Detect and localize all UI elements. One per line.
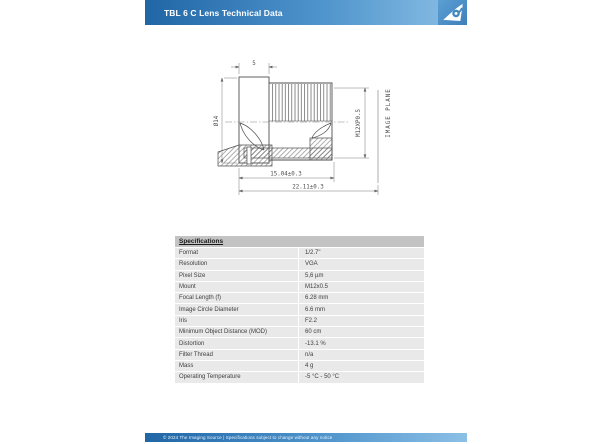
spec-value: 4 g xyxy=(305,363,314,370)
table-row xyxy=(175,372,424,382)
image-plane-label: IMAGE PLANE xyxy=(386,88,392,138)
spec-value: -13.1 % xyxy=(305,340,326,347)
table-row xyxy=(175,248,424,258)
table-row xyxy=(175,327,424,337)
spec-label: Distortion xyxy=(175,338,299,348)
spec-value: F2.2 xyxy=(305,317,318,324)
mount-section-hatch xyxy=(218,138,332,166)
spec-label: Mass xyxy=(175,361,299,371)
table-row xyxy=(175,259,424,269)
spec-label: Filter Thread xyxy=(175,350,299,360)
spec-label: Image Circle Diameter xyxy=(175,304,299,314)
spec-table-body xyxy=(175,248,424,383)
imaging-source-bird-icon xyxy=(442,3,464,22)
spec-value: 6.6 mm xyxy=(305,306,326,313)
spec-label: Pixel Size xyxy=(175,271,299,281)
dim-total-length-label: 22.11±0.3 xyxy=(292,184,324,191)
table-row xyxy=(175,271,424,281)
table-row xyxy=(175,361,424,371)
dim-front-barrel-label: 5 xyxy=(252,61,256,67)
specifications-table xyxy=(175,236,424,383)
spec-value: M12x0.5 xyxy=(305,284,329,291)
spec-label: Format xyxy=(175,248,299,258)
spec-value: 1/2.7" xyxy=(305,250,321,257)
page-title: TBL 6 C Lens Technical Data xyxy=(164,7,283,18)
lens-body-outline xyxy=(218,77,332,166)
dim-thread-label: M12XP0.5 xyxy=(356,109,362,137)
spec-label: Mount xyxy=(175,282,299,292)
table-row xyxy=(175,350,424,360)
footer-copyright: © 2024 The Imaging Source | Specifications subject to change without any notice xyxy=(163,435,333,440)
footer-bar xyxy=(145,433,467,442)
spec-value: 5,6 µm xyxy=(305,272,324,279)
company-logo xyxy=(438,0,467,25)
spec-label: Resolution xyxy=(175,259,299,269)
spec-value: 60 cm xyxy=(305,329,322,336)
spec-label: Iris xyxy=(175,316,299,326)
header-bar xyxy=(145,0,467,25)
table-row xyxy=(175,338,424,348)
table-row xyxy=(175,293,424,303)
table-row xyxy=(175,316,424,326)
spec-label: Focal Length (f) xyxy=(175,293,299,303)
table-header: Specifications xyxy=(175,236,424,247)
spec-label: Minimum Object Distance (MOD) xyxy=(175,327,299,337)
dim-body-length-label: 15.04±0.3 xyxy=(270,171,302,178)
spec-value: -5 °C - 50 °C xyxy=(305,374,340,381)
thread-hatching xyxy=(270,84,331,121)
spec-value: n/a xyxy=(305,351,314,358)
spec-value: 6.28 mm xyxy=(305,295,329,302)
dim-diameter-label: Ø14 xyxy=(214,115,220,127)
lens-technical-drawing xyxy=(195,55,410,205)
table-row xyxy=(175,304,424,314)
table-row xyxy=(175,282,424,292)
spec-value: VGA xyxy=(305,261,318,268)
spec-label: Operating Temperature xyxy=(175,372,299,382)
